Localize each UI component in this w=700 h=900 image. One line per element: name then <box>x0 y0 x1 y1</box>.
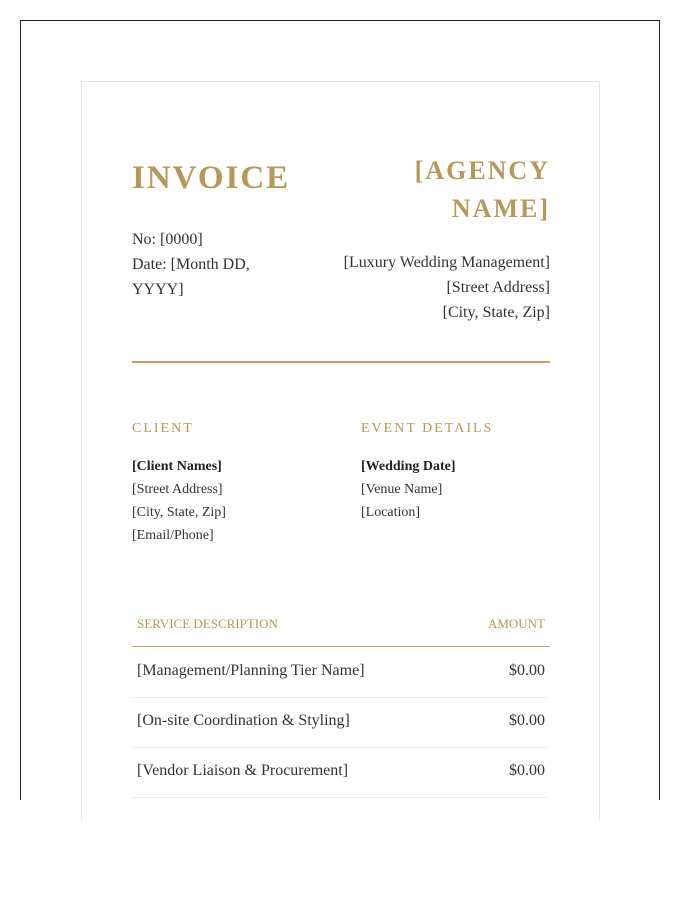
service-amount: $0.00 <box>509 662 545 679</box>
client-names: [Client Names] <box>132 459 222 474</box>
amount-header: AMOUNT <box>487 616 545 631</box>
invoice-number: No: [0000] <box>132 231 203 248</box>
service-description: [Management/Planning Tier Name] <box>137 662 365 679</box>
agency-tagline: [Luxury Wedding Management] <box>343 254 550 271</box>
invoice-title: INVOICE <box>132 160 291 196</box>
header-divider <box>132 361 550 363</box>
service-description-header: SERVICE DESCRIPTION <box>137 616 278 631</box>
agency-name: [AGENCY NAME] <box>414 156 550 223</box>
agency-street: [Street Address] <box>446 279 550 296</box>
client-label: CLIENT <box>132 421 194 436</box>
client-contact: [Email/Phone] <box>132 528 214 543</box>
service-description: [On-site Coordination & Styling] <box>137 712 350 729</box>
table-row <box>132 698 550 748</box>
invoice-date: Date: [Month DD, YYYY] <box>132 256 250 298</box>
invoice-meta <box>132 227 282 302</box>
service-description: [Vendor Liaison & Procurement] <box>137 762 349 779</box>
table-row <box>132 648 550 698</box>
event-details-label: EVENT DETAILS <box>361 421 494 436</box>
table-row <box>132 748 550 798</box>
agency-city: [City, State, Zip] <box>442 304 550 321</box>
services-table-header <box>132 608 550 647</box>
service-amount: $0.00 <box>509 762 545 779</box>
agency-info <box>290 250 550 325</box>
service-amount: $0.00 <box>509 712 545 729</box>
client-block <box>132 455 226 547</box>
client-city: [City, State, Zip] <box>132 505 226 520</box>
event-location: [Location] <box>361 505 421 520</box>
client-street: [Street Address] <box>132 482 223 497</box>
venue-name: [Venue Name] <box>361 482 443 497</box>
wedding-date: [Wedding Date] <box>361 459 456 474</box>
services-table-body <box>132 648 550 798</box>
event-block <box>361 455 456 524</box>
